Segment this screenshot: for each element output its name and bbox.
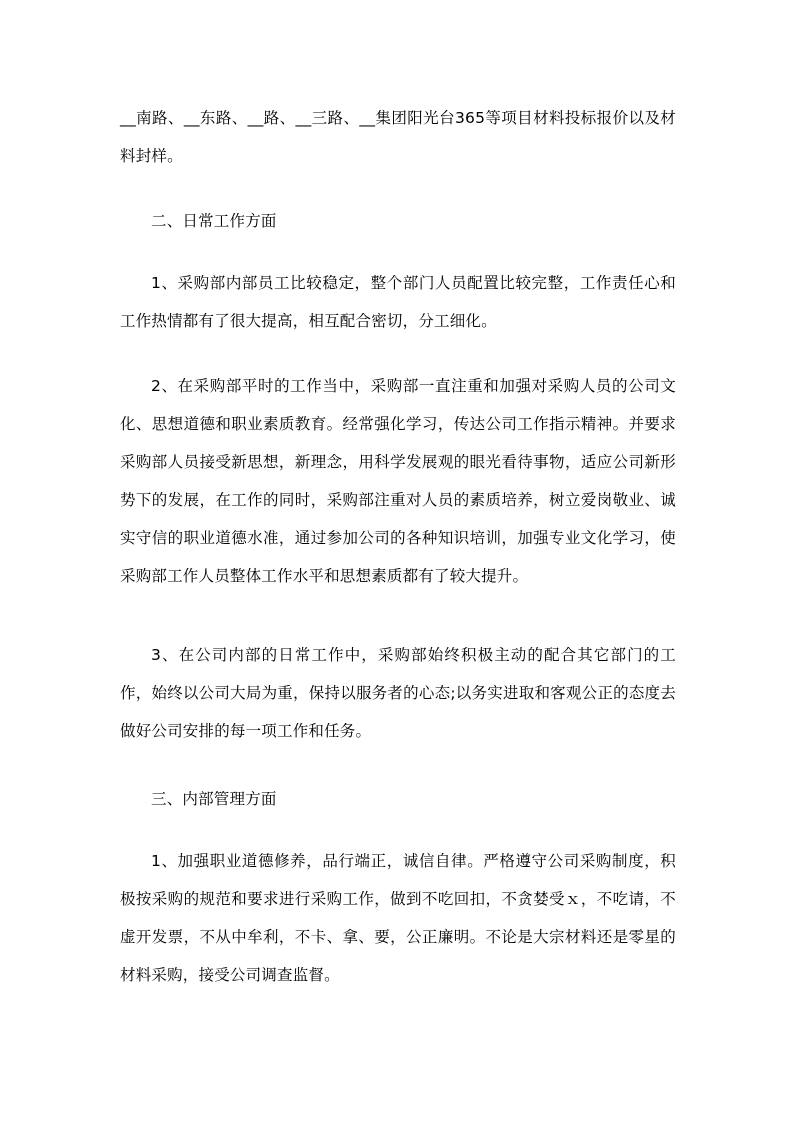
section-heading-internal-management: 三、内部管理方面 — [151, 790, 277, 808]
paragraph-management-1: 1、加强职业道德修养，品行端正，诚信自律。严格遵守公司采购制度，积极按采购的规范和要求进行采购工作，做到不吃回扣，不贪婪受ｘ，不吃请，不虚开发票，不从中牟利，不卡、拿、要，公正廉明。不论是大宗材料还是零星的材料采购，接受公司调查监督。 — [120, 852, 676, 984]
section-heading-daily-work: 二、日常工作方面 — [151, 212, 277, 230]
paragraph-daily-3: 3、在公司内部的日常工作中，采购部始终积极主动的配合其它部门的工作，始终以公司大局为重，保持以服务者的心态;以务实进取和客观公正的态度去做好公司安排的每一项工作和任务。 — [120, 646, 676, 740]
paragraph-daily-1: 1、采购部内部员工比较稳定，整个部门人员配置比较完整，工作责任心和工作热情都有了很大提高，相互配合密切，分工细化。 — [120, 274, 676, 330]
paragraph-continuation: __南路、__东路、__路、__三路、__集团阳光台365等项目材料投标报价以及材料封样。 — [120, 109, 676, 165]
paragraph-daily-2: 2、在采购部平时的工作当中，采购部一直注重和加强对采购人员的公司文化、思想道德和职业素质教育。经常强化学习，传达公司工作指示精神。并要求采购部人员接受新思想，新理念，用科学发展观的眼光看待事物，适应公司新形势下的发展，在工作的同时，采购部注重对人员的素质培养，树立爱岗敬业、诚实守信的职业道德水准，通过参加公司的各种知识培训，加强专业文化学习，使采购部工作人员整体工作水平和思想素质都有了较大提升。 — [120, 377, 676, 585]
